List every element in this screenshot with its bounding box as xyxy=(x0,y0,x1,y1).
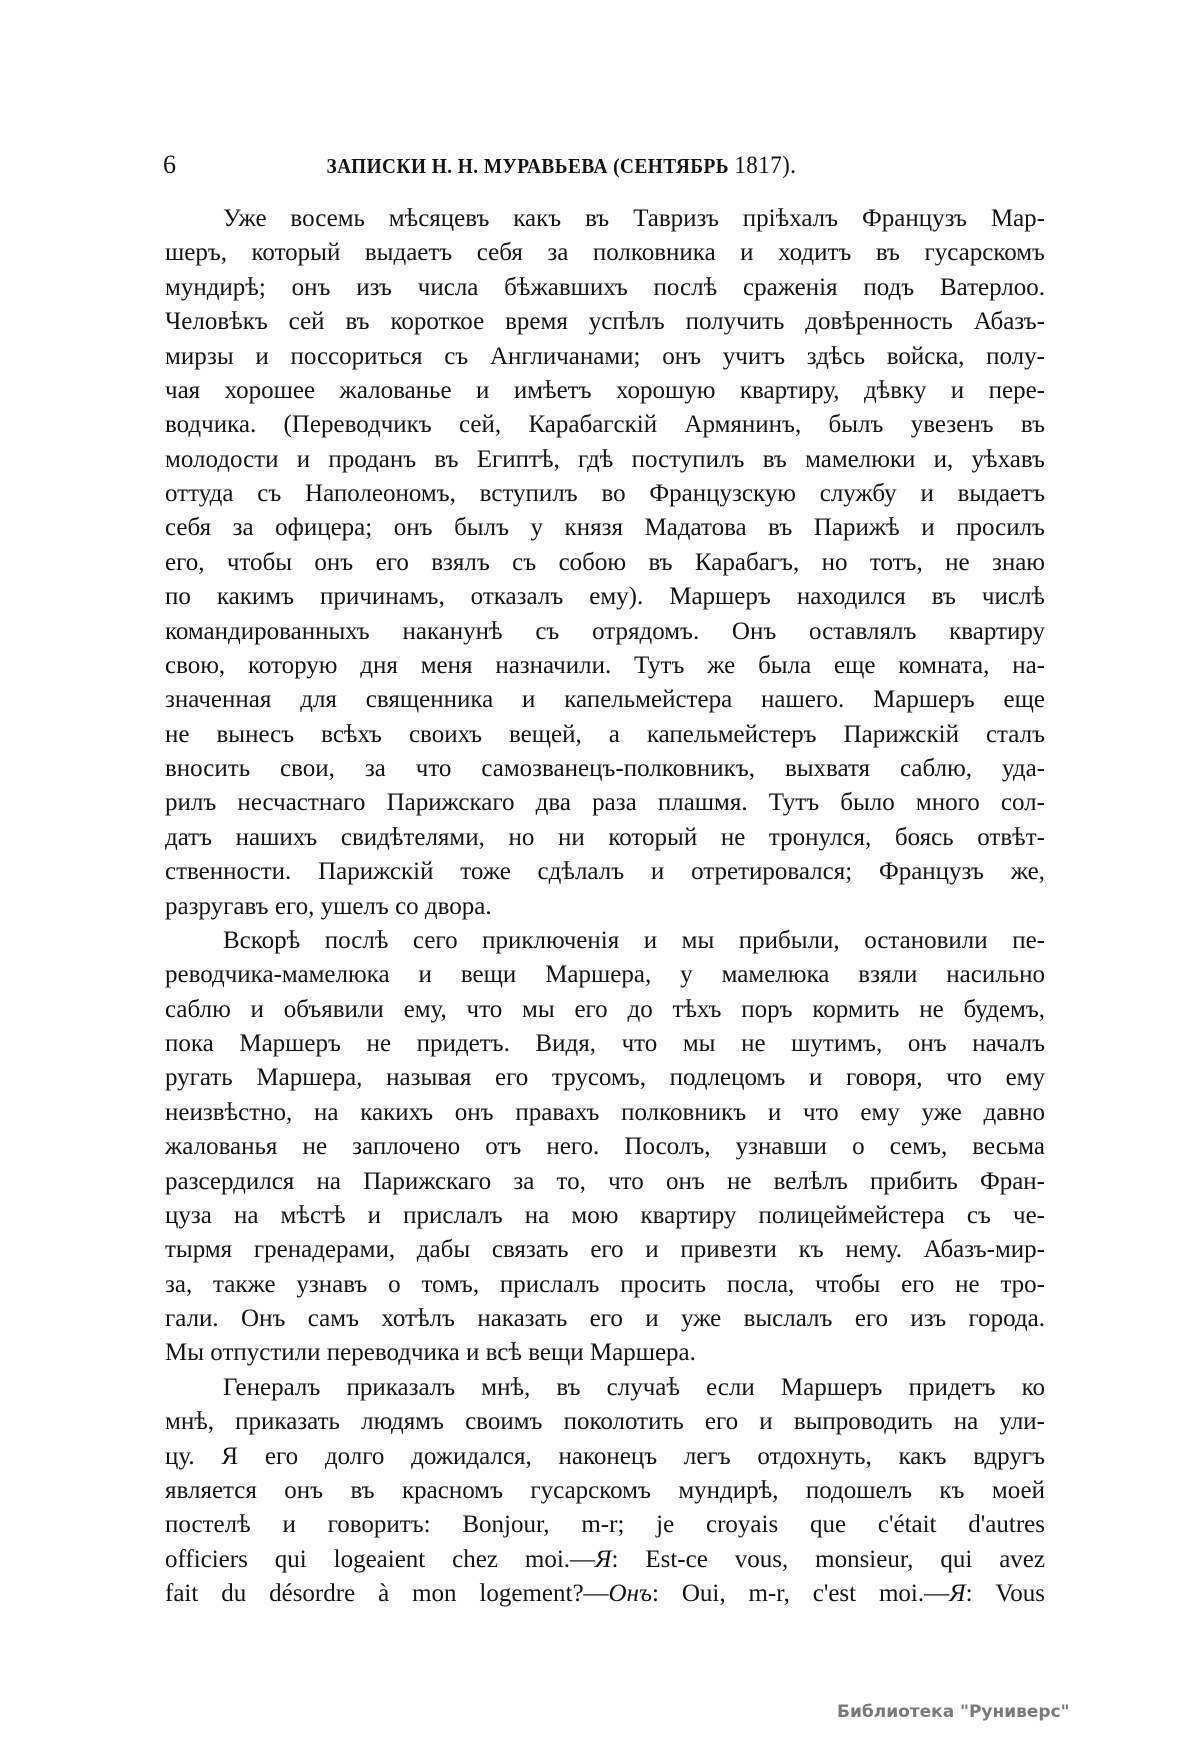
text-line: цу. Я его долго дожидался, наконецъ легъ отдохнуть, какъ вдругъ xyxy=(165,1442,1045,1470)
text-segment: fait du désordre à mon logement?— xyxy=(165,1580,609,1607)
text-line: рилъ несчастнаго Парижскаго два раза плашмя. Тутъ было много сол- xyxy=(165,789,1045,817)
text-line: реводчика-мамелюка и вещи Маршера, у мамелюка взяли насильно xyxy=(165,961,1045,989)
running-title-text: ЗАПИСКИ Н. Н. МУРАВЬЕВА (СЕНТЯБРЬ xyxy=(326,154,730,178)
text-line: ругать Маршера, называя его трусомъ, подлецомъ и говоря, что ему xyxy=(165,1064,1045,1092)
text-line: саблю и объявили ему, что мы его до тѣхъ поръ кормить не будемъ, xyxy=(165,995,1045,1023)
text-line: неизвѣстно, на какихъ онъ правахъ полковникъ и что ему уже давно xyxy=(165,1098,1045,1126)
text-line: свою, которую дня меня назначили. Тутъ же была еще комната, на- xyxy=(165,651,1045,679)
text-line: жалованья не заплочено отъ него. Посолъ, узнавши о семъ, весьма xyxy=(165,1133,1045,1161)
text-line: постелѣ и говоритъ: Bonjour, m-r; je croyais que c'était d'autres xyxy=(165,1511,1045,1539)
text-line: Мы отпустили переводчика и всѣ вещи Маршера. xyxy=(165,1339,696,1367)
text-line: вносить свои, за что самозванецъ-полковникъ, выхватя саблю, уда- xyxy=(165,755,1045,782)
text-line: ственности. Парижскій тоже сдѣлалъ и отретировался; Французъ же, xyxy=(165,858,1045,886)
text-line: Генералъ приказалъ мнѣ, въ случаѣ если Маршеръ придетъ ко xyxy=(223,1373,1045,1401)
speaker-label: Я xyxy=(949,1580,966,1607)
text-line: датъ нашихъ свидѣтелями, но ни который не тронулся, боясь отвѣт- xyxy=(165,823,1045,851)
text-line: шеръ, который выдаетъ себя за полковника и ходитъ въ гусарскомъ xyxy=(165,239,1045,267)
text-line: мундирѣ; онъ изъ числа бѣжавшихъ послѣ сраженія подъ Ватерлоо. xyxy=(165,273,1045,301)
text-line: Уже восемь мѣсяцевъ какъ въ Тавризъ пріѣхалъ Французъ Мар- xyxy=(223,205,1045,232)
text-line: гали. Онъ самъ хотѣлъ наказать его и уже выслалъ его изъ города. xyxy=(165,1305,1045,1332)
speaker-label: Онъ xyxy=(608,1580,652,1607)
speaker-label: Я xyxy=(595,1545,612,1573)
text-line: водчика. (Переводчикъ сей, Карабагскій Армянинъ, былъ увезенъ въ xyxy=(165,411,1045,439)
text-line: чая хорошее жалованье и имѣетъ хорошую квартиру, дѣвку и пере- xyxy=(165,376,1045,404)
text-line xyxy=(165,1543,1045,1577)
text-segment: officiers qui logeaient chez moi.— xyxy=(165,1545,596,1573)
text-line: командированныхъ наканунѣ съ отрядомъ. Онъ оставлялъ квартиру xyxy=(165,617,1045,645)
text-segment: : Oui, m-r, c'est moi.— xyxy=(651,1580,950,1607)
text-line: значенная для священника и капельмейстера нашего. Маршеръ еще xyxy=(165,686,1045,714)
text-line: за, также узнавъ о томъ, прислалъ просить посла, чтобы его не тро- xyxy=(165,1270,1045,1298)
text-line: цуза на мѣстѣ и прислалъ на мою квартиру полицеймейстера съ че- xyxy=(165,1201,1045,1229)
text-line: является онъ въ красномъ гусарскомъ мундирѣ, подошелъ къ моей xyxy=(165,1476,1045,1504)
text-line: Вскорѣ послѣ сего приключенія и мы прибыли, остановили пе- xyxy=(223,926,1045,954)
text-line: разругавъ его, ушелъ со двора. xyxy=(165,892,492,920)
text-line: тырмя гренадерами, дабы связать его и привезти къ нему. Абазъ-мир- xyxy=(165,1236,1045,1264)
text-line: мирзы и поссориться съ Англичанами; онъ учитъ здѣсь войска, полу- xyxy=(165,342,1045,370)
text-line: разсердился на Парижскаго за то, что онъ не велѣлъ прибить Фран- xyxy=(165,1167,1045,1195)
text-line: Человѣкъ сей въ короткое время успѣлъ получить довѣренность Абазъ- xyxy=(165,308,1045,336)
page-number: 6 xyxy=(163,150,176,179)
text-line: по какимъ причинамъ, отказалъ ему). Маршеръ находился въ числѣ xyxy=(165,583,1045,611)
body-text xyxy=(165,202,1045,1611)
text-line: не вынесъ всѣхъ своихъ вещей, а капельмейстеръ Парижскій сталъ xyxy=(165,720,1045,748)
text-line: мнѣ, приказать людямъ своимъ поколотить его и выпроводить на ули- xyxy=(165,1408,1045,1436)
text-segment: : Vous xyxy=(965,1580,1045,1607)
text-line: его, чтобы онъ его взялъ съ собою въ Карабагъ, но тотъ, не знаю xyxy=(165,548,1045,576)
text-line: себя за офицера; онъ былъ у князя Мадатова въ Парижѣ и просилъ xyxy=(165,514,1045,542)
text-segment: : Est-ce vous, monsieur, qui avez xyxy=(611,1545,1045,1573)
text-line: оттуда съ Наполеономъ, вступилъ во Французскую службу и выдаетъ xyxy=(165,480,1045,507)
library-watermark: Библиотека "Руниверс" xyxy=(837,1702,1070,1722)
text-line: пока Маршеръ не придетъ. Видя, что мы не шутимъ, онъ началъ xyxy=(165,1030,1045,1057)
text-line: молодости и проданъ въ Египтѣ, гдѣ поступилъ въ мамелюки и, уѣхавъ xyxy=(165,445,1045,473)
running-title xyxy=(320,152,803,180)
text-line xyxy=(165,1577,1045,1611)
running-title-year: 1817). xyxy=(734,152,797,179)
